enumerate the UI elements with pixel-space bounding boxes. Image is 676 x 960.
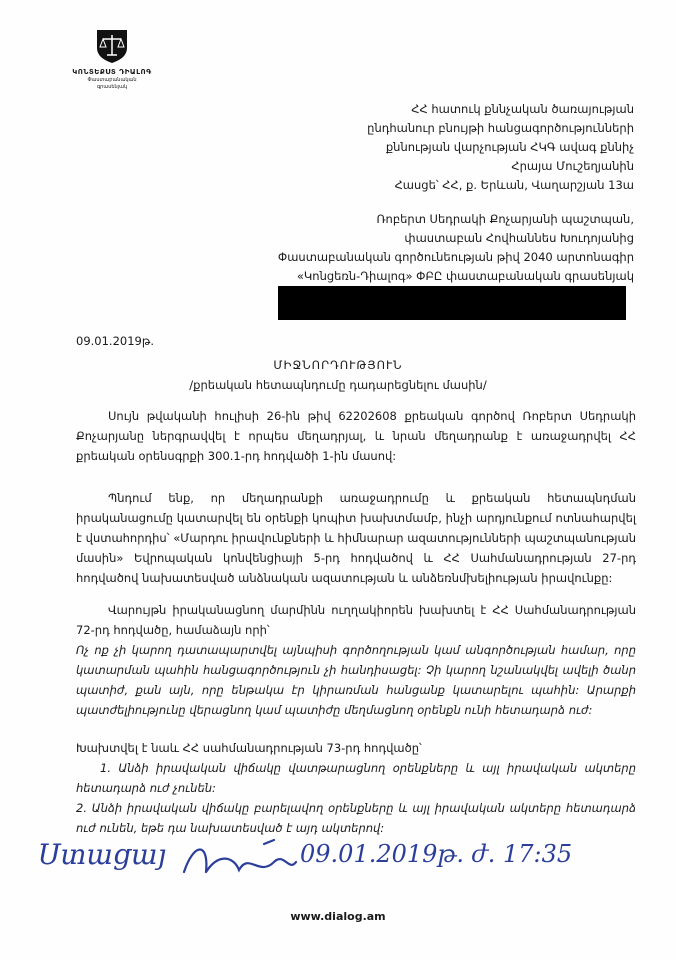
logo-name: ԿՈՆՏԵՔՍՏ ԴԻԱԼՈԳ [72, 68, 152, 76]
quote-article-73-1: 1. Անձի իրավական վիճակը վատթարացնող օրենքները և այլ իրավական ակտերը հետադարձ ուժ չունեն: [76, 761, 636, 795]
paragraph-5: Խախտվել է նաև ՀՀ սահմանադրության 73-րդ հոդվածը՝ [76, 741, 422, 755]
paragraph-3: Վարույթն իրականացնող մարմինն ուղղակիորեն խախտել է ՀՀ Սահմանադրության 72-րդ հոդվածը, համաձայն որի՝ [76, 603, 636, 637]
sender-line: Ռոբերտ Սեդրակի Քոչարյանի պաշտպան, [376, 212, 634, 226]
firm-logo [62, 28, 162, 90]
footer-website: www.dialog.am [290, 910, 386, 923]
recipient-line: քննության վարչության ՀԿԳ ավագ քննիչ [385, 140, 634, 154]
redaction-bar [278, 286, 626, 320]
paragraph-2: Պնդում ենք, որ մեղադրանքի առաջադրումը և քրեական հետապնդման իրականացումը կատարվել են օրենքի կոպիտ խախտմամբ, ինչի արդյունքում ոտնահարվել է վստահորդիս՝ «Մարդու իրավունքների և հիմնարար ազատությունների պաշտպանության մասին» Եվրոպական կոնվենցիայի 5-րդ հոդվածով և ՀՀ Սահմանադրության 27-րդ հոդվածով նախատեսված անձնական ազատության և անձեռնմխելիության իրավունքը: [76, 491, 636, 585]
recipient-block [214, 100, 634, 195]
quote-article-72: Ոչ ոք չի կարող դատապարտվել այնպիսի գործողության կամ անգործության համար, որը կատարման պահին հանցագործություն չի հանդիսացել: Չի կարող նշանակվել ավելի ծանր պատիժ, քան այն, որը ենթակա էր կիրառման հանցանք կատարելու պահին: Արարքի պատժելիությունը վերացնող կամ պատիժը մեղմացնող օրենքն ունի հետադարձ ուժ: [76, 643, 636, 717]
handwritten-datetime: 09.01.2019թ. ժ. 17:35 [300, 840, 573, 868]
recipient-line: ընդհանուր բնույթի հանցագործությունների [367, 121, 634, 135]
quote-article-73-2: 2. Անձի իրավական վիճակը բարելավող օրենքները և այլ իրավական ակտերը հետադարձ ուժ ունեն, եթե դա նախատեսված է այդ ակտերով: [76, 801, 636, 835]
recipient-line: ՀՀ հատուկ քննչական ծառայության [411, 102, 634, 116]
recipient-address: Հասցե՝ ՀՀ, ք. Երևան, Վաղարշյան 13ա [394, 178, 634, 192]
paragraph-1: Սույն թվականի հուլիսի 26-ին թիվ 62202608 քրեական գործով Ռոբերտ Սեդրակի Քոչարյանը ներգրավվել է որպես մեղադրյալ, և նրան մեղադրանք է առաջադրվել ՀՀ քրեական օրենսգրքի 300.1-րդ հոդվածի 1-ին մասով: [76, 409, 636, 463]
document-subtitle: /քրեական հետապնդումը դադարեցնելու մասին/ [189, 378, 487, 392]
document-title: ՄԻՋՆՈՐԴՈՒԹՅՈՒՆ [273, 358, 403, 372]
logo-subtitle-2: գրասենյակ [96, 84, 128, 90]
sender-line: փաստաբան Հովհաննես Խուդոյանից [404, 231, 634, 245]
sender-line: «Կոնցեռն-Դիալոգ» ՓԲԸ փաստաբանական գրասենյակ [296, 269, 634, 283]
shield-logo-icon [95, 28, 129, 64]
recipient-line: Հրայա Մուշեղյանին [511, 159, 634, 173]
sender-line: Փաստաբանական գործունեության թիվ 2040 արտոնագիր [277, 250, 634, 264]
logo-subtitle-1: Փաստաբանական [87, 77, 137, 83]
document-date: 09.01.2019թ. [76, 334, 154, 348]
handwritten-received: Ստացայ [38, 838, 167, 871]
sender-block [214, 210, 634, 286]
